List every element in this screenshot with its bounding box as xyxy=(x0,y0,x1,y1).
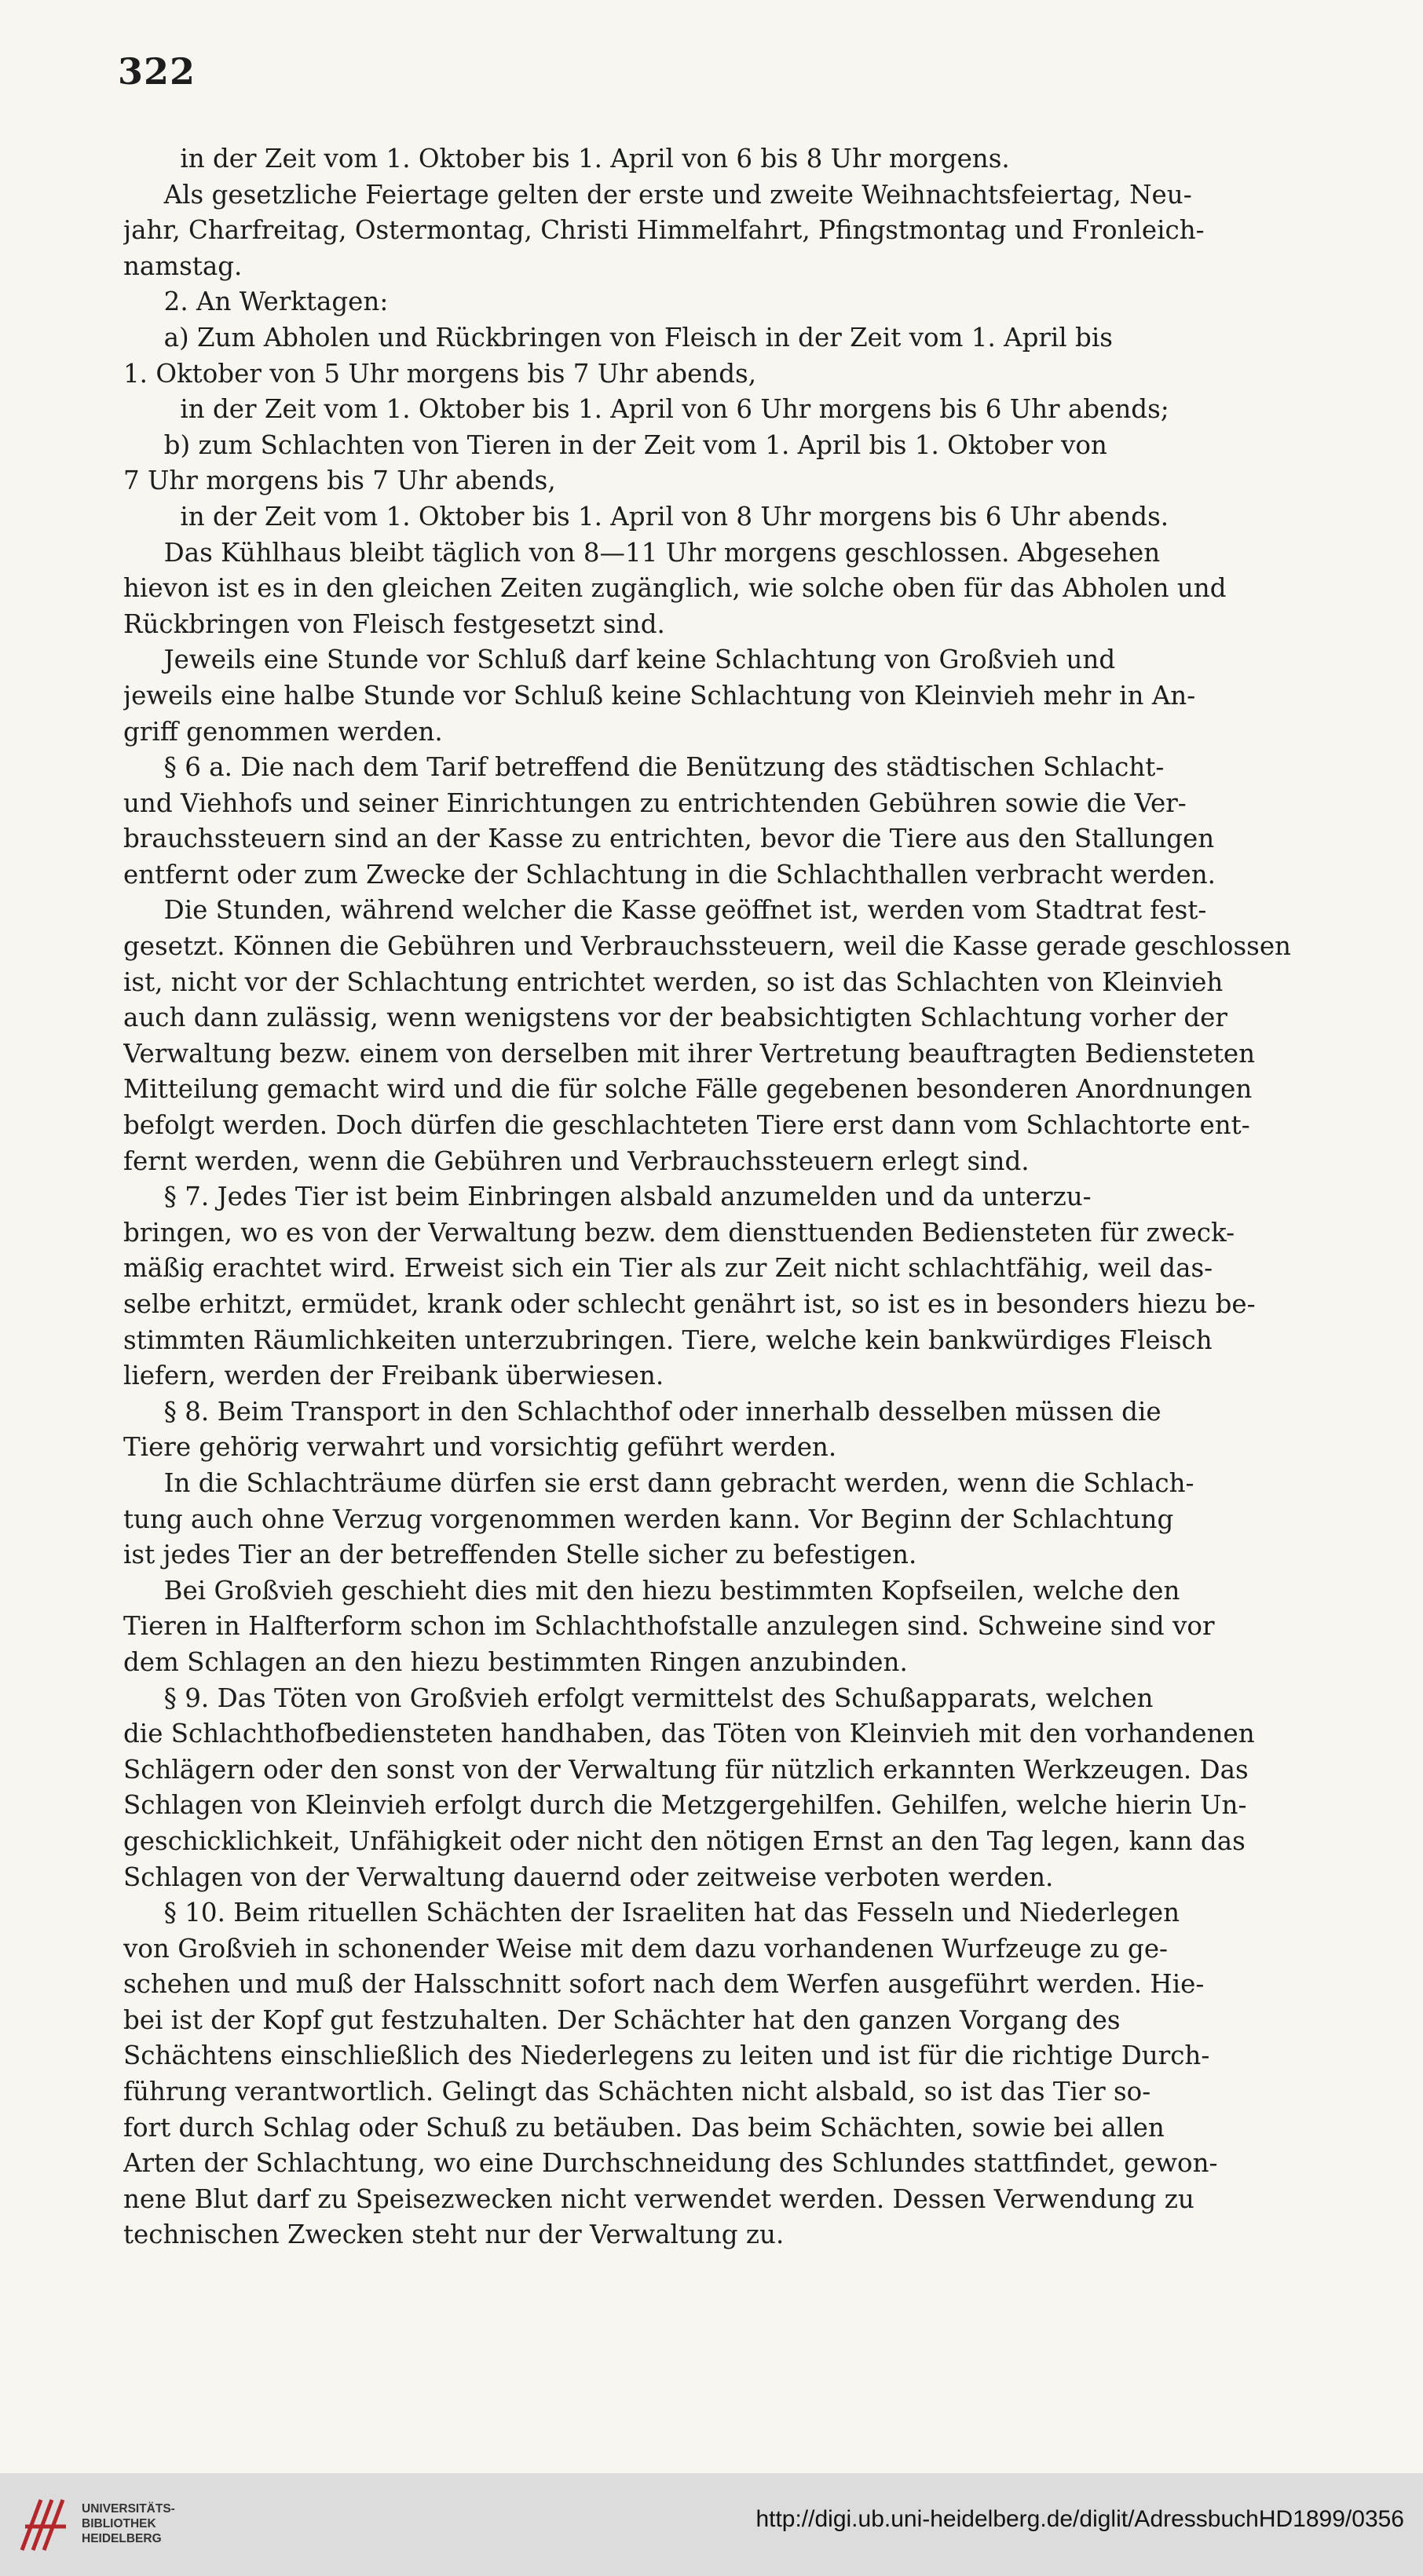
text-line: bringen, wo es von der Verwaltung bezw. dem diensttuenden Bediensteten für zweck- xyxy=(123,1217,1235,1248)
text-line: a) Zum Abholen und Rückbringen von Fleisch in der Zeit vom 1. April bis xyxy=(123,322,1113,353)
text-line: Mitteilung gemacht wird und die für solche Fälle gegebenen besonderen Anordnungen xyxy=(123,1074,1253,1105)
text-line: Als gesetzliche Feiertage gelten der erste und zweite Weihnachtsfeiertag, Neu- xyxy=(123,179,1192,210)
text-line: Schlägern oder den sonst von der Verwaltung für nützlich erkannten Werkzeugen. Das xyxy=(123,1754,1249,1785)
text-line: 2. An Werktagen: xyxy=(123,287,389,317)
source-url-link[interactable]: http://digi.ub.uni-heidelberg.de/diglit/AdressbuchHD1899/0356 xyxy=(755,2506,1404,2532)
text-line: in der Zeit vom 1. Oktober bis 1. April von 6 Uhr morgens bis 6 Uhr abends; xyxy=(123,394,1169,425)
text-line: tung auch ohne Verzug vorgenommen werden kann. Vor Beginn der Schlachtung xyxy=(123,1504,1174,1534)
text-line: § 7. Jedes Tier ist beim Einbringen alsbald anzumelden und da unterzu- xyxy=(123,1182,1092,1212)
university-library-logo-icon xyxy=(17,2495,72,2553)
text-line: liefern, werden der Freibank überwiesen. xyxy=(123,1361,664,1391)
text-line: dem Schlagen an den hiezu bestimmten Ringen anzubinden. xyxy=(123,1646,908,1677)
library-name-line: BIBLIOTHEK xyxy=(82,2517,156,2530)
text-line: stimmten Räumlichkeiten unterzubringen. Tiere, welche kein bankwürdiges Fleisch xyxy=(123,1325,1213,1355)
text-line: auch dann zulässig, wenn wenigstens vor der beabsichtigten Schlachtung vorher der xyxy=(123,1003,1227,1033)
footer-bar xyxy=(0,2473,1423,2576)
text-line: Bei Großvieh geschieht dies mit den hiezu bestimmten Kopfseilen, welche den xyxy=(123,1575,1180,1606)
text-line: § 10. Beim rituellen Schächten der Israeliten hat das Fesseln und Niederlegen xyxy=(123,1898,1180,1928)
text-line: Jeweils eine Stunde vor Schluß darf keine Schlachtung von Großvieh und xyxy=(123,645,1116,675)
text-line: befolgt werden. Doch dürfen die geschlachteten Tiere erst dann vom Schlachtorte ent- xyxy=(123,1110,1250,1141)
text-line: selbe erhitzt, ermüdet, krank oder schlecht genährt ist, so ist es in besonders hiezu be- xyxy=(123,1289,1256,1319)
text-line: fort durch Schlag oder Schuß zu betäuben. Das beim Schächten, sowie bei allen xyxy=(123,2112,1165,2143)
text-line: brauchssteuern sind an der Kasse zu entrichten, bevor die Tiere aus den Stallungen xyxy=(123,824,1215,854)
text-line: nene Blut darf zu Speisezwecken nicht verwendet werden. Dessen Verwendung zu xyxy=(123,2183,1194,2214)
text-line: und Viehhofs und seiner Einrichtungen zu entrichtenden Gebühren sowie die Ver- xyxy=(123,787,1187,818)
text-line: Schächtens einschließlich des Niederlegens zu leiten und ist für die richtige Durch- xyxy=(123,2041,1210,2071)
text-line: jahr, Charfreitag, Ostermontag, Christi Himmelfahrt, Pfingstmontag und Fronleich- xyxy=(123,215,1205,246)
text-line: fernt werden, wenn die Gebühren und Verbrauchssteuern erlegt sind. xyxy=(123,1145,1030,1176)
text-line: Schlagen von der Verwaltung dauernd oder zeitweise verboten werden. xyxy=(123,1862,1054,1892)
text-line: Tieren in Halfterform schon im Schlachthofstalle anzulegen sind. Schweine sind vor xyxy=(123,1611,1215,1642)
library-name-line: UNIVERSITÄTS- xyxy=(82,2502,175,2516)
text-line: In die Schlachträume dürfen sie erst dann gebracht werden, wenn die Schlach- xyxy=(123,1467,1194,1498)
text-line: jeweils eine halbe Stunde vor Schluß keine Schlachtung von Kleinvieh mehr in An- xyxy=(123,680,1196,711)
body-text xyxy=(123,141,1372,2253)
text-line: Arten der Schlachtung, wo eine Durchschneidung des Schlundes stattfindet, gewon- xyxy=(123,2148,1218,2179)
text-line: in der Zeit vom 1. Oktober bis 1. April von 6 bis 8 Uhr morgens. xyxy=(123,144,1010,174)
text-line: § 6 a. Die nach dem Tarif betreffend die Benützung des städtischen Schlacht- xyxy=(123,752,1165,783)
text-line: Verwaltung bezw. einem von derselben mit ihrer Vertretung beauftragten Bediensteten xyxy=(123,1038,1256,1069)
text-line: mäßig erachtet wird. Erweist sich ein Tier als zur Zeit nicht schlachtfähig, weil das- xyxy=(123,1253,1213,1284)
text-line: hievon ist es in den gleichen Zeiten zugänglich, wie solche oben für das Abholen und xyxy=(123,573,1227,604)
text-line: ist jedes Tier an der betreffenden Stelle sicher zu befestigen. xyxy=(123,1540,917,1570)
text-line: Das Kühlhaus bleibt täglich von 8—11 Uhr morgens geschlossen. Abgesehen xyxy=(123,537,1161,568)
text-line: von Großvieh in schonender Weise mit dem dazu vorhandenen Wurfzeuge zu ge- xyxy=(123,1933,1169,1964)
page-number: 322 xyxy=(118,50,196,93)
text-line: die Schlachthofbediensteten handhaben, das Töten von Kleinvieh mit den vorhandenen xyxy=(123,1719,1255,1749)
text-line: ist, nicht vor der Schlachtung entrichtet werden, so ist das Schlachten von Kleinvieh xyxy=(123,966,1224,997)
text-line: b) zum Schlachten von Tieren in der Zeit vom 1. April bis 1. Oktober von xyxy=(123,429,1107,460)
text-line: 7 Uhr morgens bis 7 Uhr abends, xyxy=(123,466,556,496)
text-line: entfernt oder zum Zwecke der Schlachtung in die Schlachthallen verbracht werden. xyxy=(123,859,1216,890)
library-name xyxy=(82,2501,175,2546)
text-line: Rückbringen von Fleisch festgesetzt sind. xyxy=(123,608,665,639)
text-line: Schlagen von Kleinvieh erfolgt durch die Metzgergehilfen. Gehilfen, welche hierin Un- xyxy=(123,1790,1247,1821)
text-line: gesetzt. Können die Gebühren und Verbrauchssteuern, weil die Kasse gerade geschlossen xyxy=(123,931,1291,962)
text-line: in der Zeit vom 1. Oktober bis 1. April von 8 Uhr morgens bis 6 Uhr abends. xyxy=(123,501,1169,532)
text-line: bei ist der Kopf gut festzuhalten. Der Schächter hat den ganzen Vorgang des xyxy=(123,2004,1121,2035)
text-line: führung verantwortlich. Gelingt das Schächten nicht alsbald, so ist das Tier so- xyxy=(123,2077,1151,2107)
text-line: griff genommen werden. xyxy=(123,716,443,747)
library-name-line: HEIDELBERG xyxy=(82,2532,162,2545)
text-line: namstag. xyxy=(123,250,243,281)
text-line: § 8. Beim Transport in den Schlachthof oder innerhalb desselben müssen die xyxy=(123,1396,1161,1427)
text-line: schehen und muß der Halsschnitt sofort nach dem Werfen ausgeführt werden. Hie- xyxy=(123,1969,1205,2000)
text-line: 1. Oktober von 5 Uhr morgens bis 7 Uhr abends, xyxy=(123,358,757,389)
text-line: technischen Zwecken steht nur der Verwaltung zu. xyxy=(123,2220,785,2250)
text-line: Die Stunden, während welcher die Kasse geöffnet ist, werden vom Stadtrat fest- xyxy=(123,895,1207,926)
text-line: Tiere gehörig verwahrt und vorsichtig geführt werden. xyxy=(123,1432,837,1463)
text-line: § 9. Das Töten von Großvieh erfolgt vermittelst des Schußapparats, welchen xyxy=(123,1683,1154,1713)
text-line: geschicklichkeit, Unfähigkeit oder nicht den nötigen Ernst an den Tag legen, kann das xyxy=(123,1825,1246,1856)
